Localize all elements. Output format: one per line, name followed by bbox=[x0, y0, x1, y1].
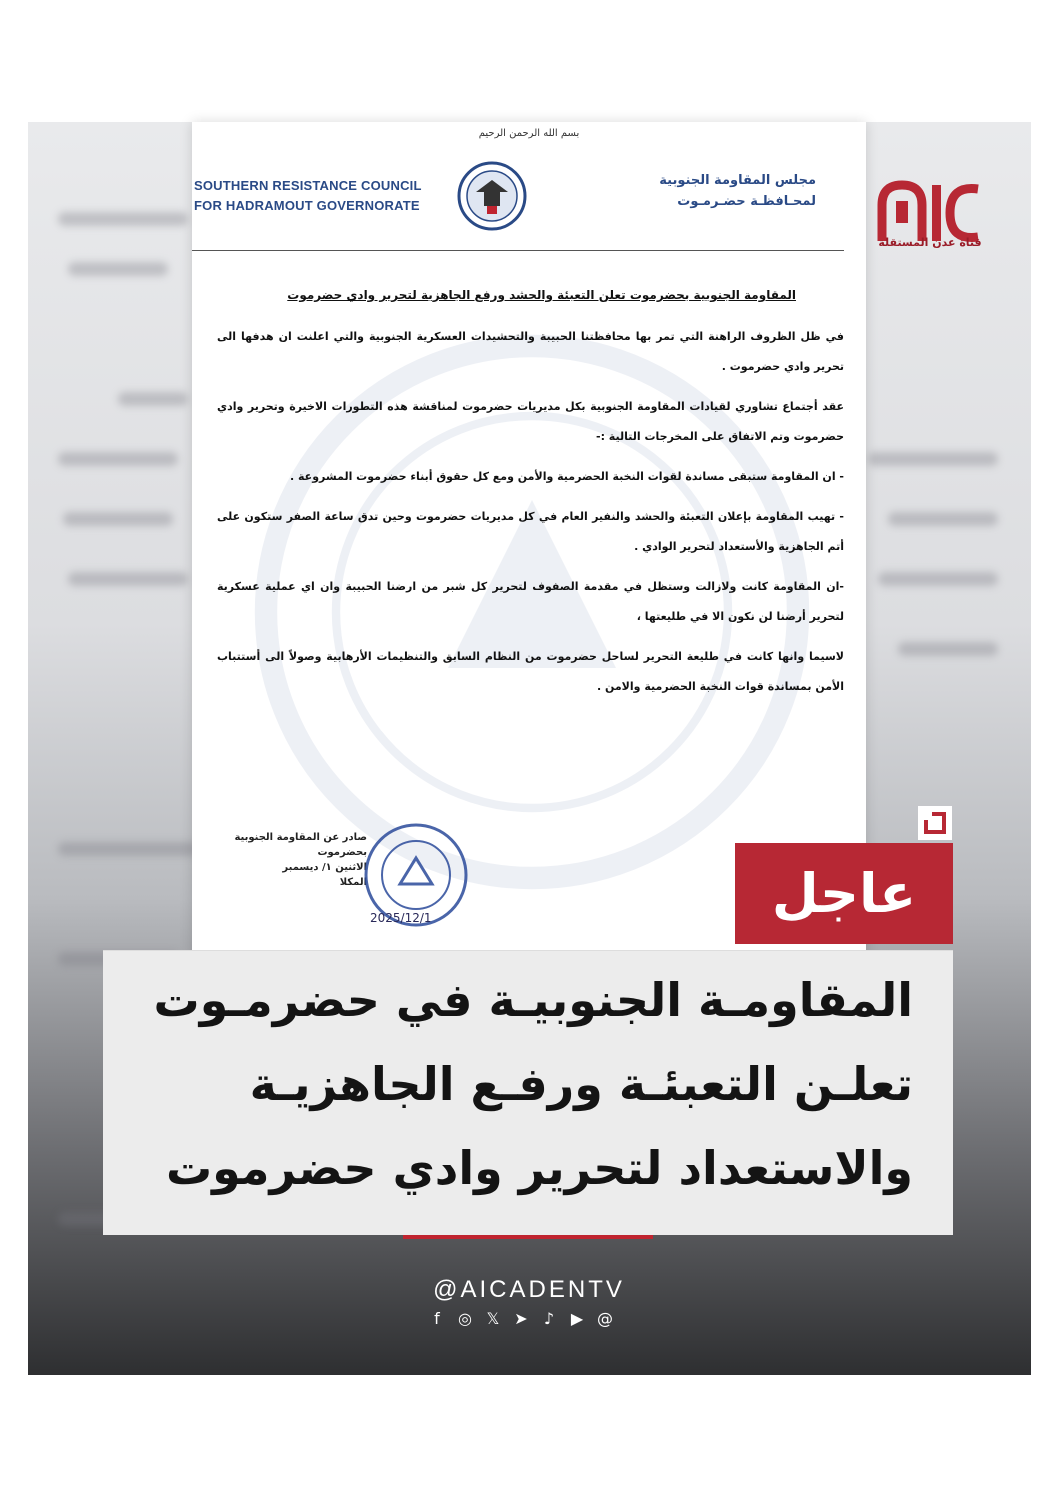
org-name-arabic-line1: مجلس المقاومة الجنوبية bbox=[659, 173, 816, 188]
youtube-icon[interactable]: ▶ bbox=[570, 1309, 584, 1328]
document-body bbox=[217, 322, 844, 712]
threads-icon[interactable]: @ bbox=[597, 1309, 613, 1328]
org-name-english-line2: FOR HADRAMOUT GOVERNORATE bbox=[194, 198, 420, 213]
social-handle: @AICADENTV bbox=[433, 1276, 625, 1303]
breaking-news-badge: عاجل bbox=[735, 843, 953, 944]
headline-line2: تعلـن التعبئـة ورفـع الجاهزيـة bbox=[249, 1057, 913, 1111]
instagram-icon[interactable]: ◎ bbox=[458, 1309, 472, 1328]
org-name-english-line1: SOUTHERN RESISTANCE COUNCIL bbox=[194, 178, 422, 193]
facebook-icon[interactable]: f bbox=[434, 1309, 440, 1328]
x-icon[interactable]: 𝕏 bbox=[486, 1309, 500, 1328]
paragraph: - ان المقاومة ستبقى مساندة لقوات النخبة الحضرمية والأمن ومع كل حقوق أبناء حضرموت المشروعة . bbox=[290, 470, 844, 483]
accent-underline bbox=[403, 1235, 653, 1239]
paragraph: عقد أجتماع تشاوري لقيادات المقاومة الجنوبية بكل مديريات حضرموت لمناقشة هذه التطورات الاخيرة وتحرير وادي حضرموت وتم الاتفاق على المخرجات التالية :- bbox=[217, 400, 844, 443]
header-divider bbox=[192, 250, 844, 251]
signature-place: المكلا bbox=[339, 877, 367, 888]
telegram-icon[interactable]: ➤ bbox=[514, 1309, 528, 1328]
headline-line1: المقاومـة الجنوبيـة في حضرمـوت bbox=[153, 973, 913, 1027]
tiktok-icon[interactable]: ♪ bbox=[543, 1309, 555, 1328]
headline-panel bbox=[103, 950, 953, 1235]
paragraph: في ظل الظروف الراهنة التي تمر بها محافظتنا الحبيبة والتحشيدات العسكرية الجنوبية والتي اعلنت ان هدفها الى تحرير وادي حضرموت . bbox=[217, 330, 844, 373]
org-name-arabic-line2: لمحـافظـة حضـرمـوت bbox=[677, 194, 816, 209]
signature-line: صادر عن المقاومة الجنوبية بحضرموت bbox=[234, 832, 367, 858]
signature-block bbox=[217, 830, 367, 890]
basmala: بسم الله الرحمن الرحيم bbox=[478, 128, 580, 139]
paragraph: لاسيما وانها كانت في طليعة التحرير لساحل حضرموت من النظام السابق والتنظيمات الأرهابية وصولاً الى أستتباب الأمن بمساندة قوات النخبة الحضرمية والامن . bbox=[217, 650, 844, 693]
org-name-english bbox=[194, 176, 426, 216]
council-emblem bbox=[454, 142, 530, 238]
social-icons bbox=[426, 1308, 616, 1330]
paragraph: - تهيب المقاومة بإعلان التعبئة والحشد والنفير العام في كل مديريات حضرموت وحين تدق ساعة الصفر ستكون على أتم الجاهزية والأستعداد لتحرير الوادي . bbox=[217, 510, 844, 553]
official-stamp bbox=[360, 812, 472, 938]
stamp-handwriting: 2025/12/1 bbox=[370, 911, 432, 925]
paragraph: -ان المقاومة كانت ولازالت وستظل في مقدمة الصفوف لتحرير كل شبر من ارضنا الحبيبة وان اي عملية عسكرية لتحرير أرضنا لن نكون الا في طليعتها ، bbox=[217, 580, 844, 623]
corner-marker-icon bbox=[918, 806, 952, 840]
channel-name: قناة عدن المستقلة bbox=[878, 236, 982, 249]
document-headline: المقاومة الجنوبية بحضرموت تعلن التعبئة والحشد ورفع الجاهزية لتحرير وادي حضرموت bbox=[287, 288, 796, 302]
headline-line3: والاستعداد لتحرير وادي حضرموت bbox=[165, 1141, 913, 1195]
org-name-arabic bbox=[616, 170, 816, 212]
signature-date: الاثنين ١/ ديسمبر bbox=[282, 862, 367, 873]
